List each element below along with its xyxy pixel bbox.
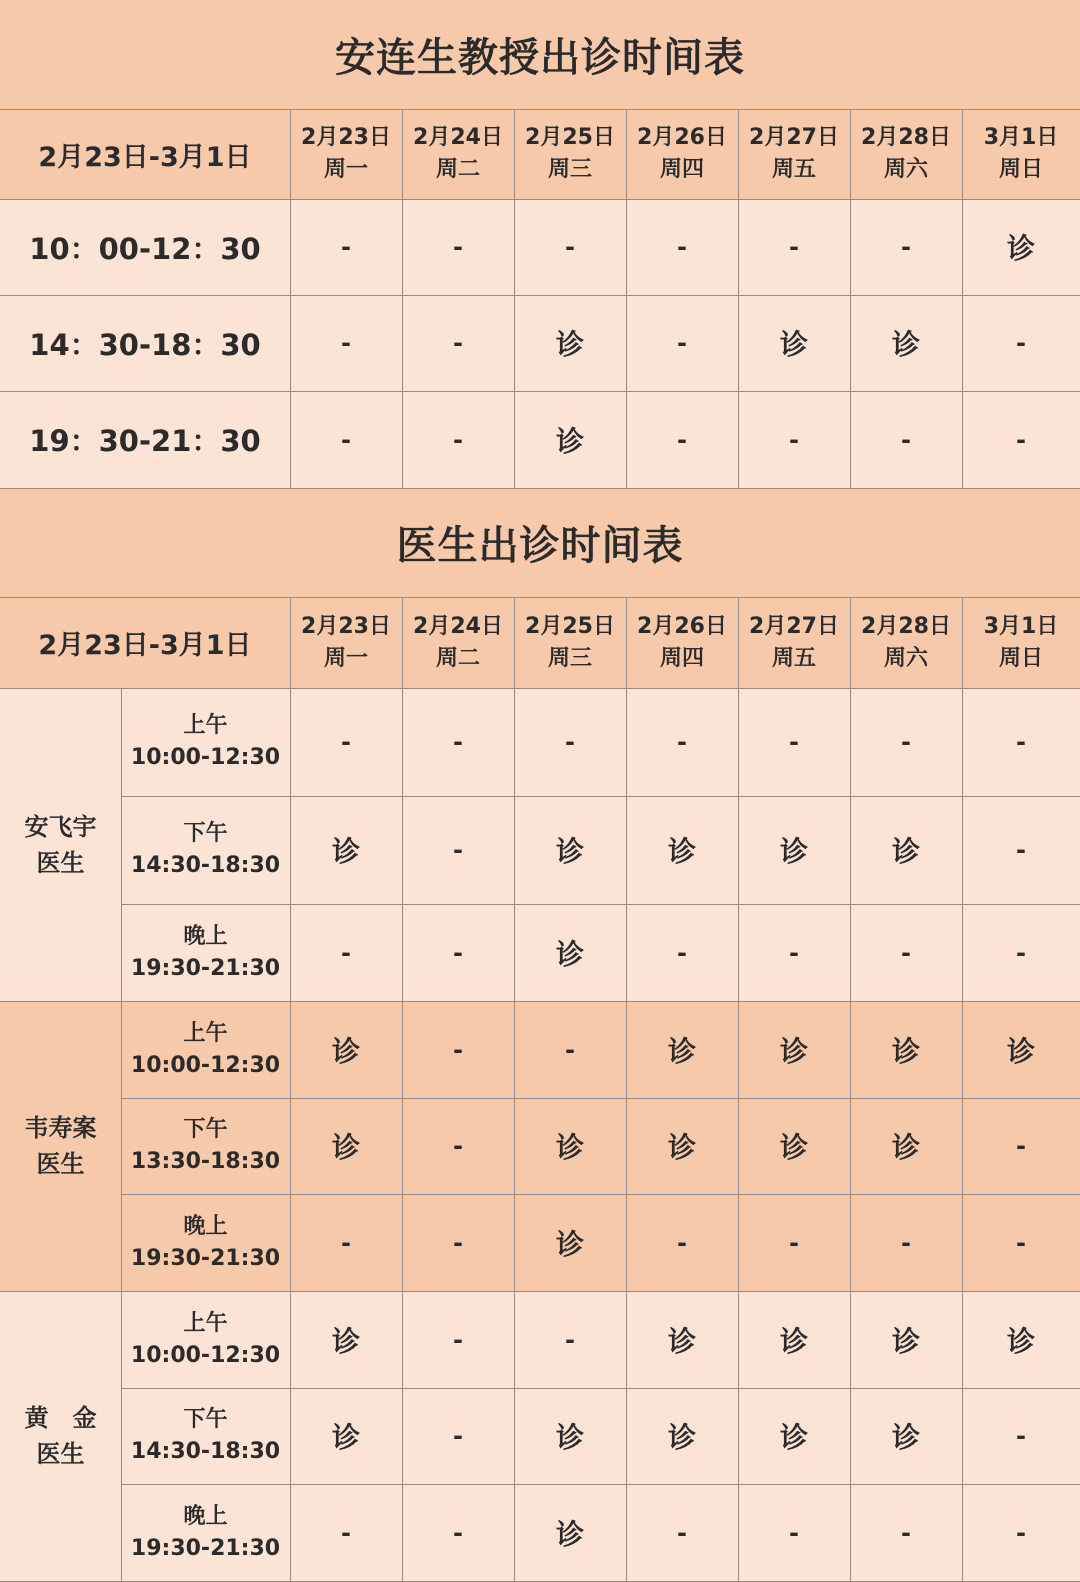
grid-line	[290, 1001, 291, 1098]
grid-line	[290, 109, 291, 199]
no-clinic-dash: -	[850, 904, 962, 1001]
day-date: 2月27日	[749, 125, 839, 150]
no-clinic-dash: -	[290, 904, 402, 1001]
period-time: 19:30-21:30	[130, 1535, 281, 1561]
grid-line	[514, 1291, 515, 1388]
grid-line	[514, 391, 515, 488]
grid-line	[514, 597, 515, 688]
period-time: 19:30-21:30	[130, 955, 281, 981]
no-clinic-dash: -	[402, 1194, 514, 1291]
no-clinic-dash: -	[962, 796, 1080, 904]
clinic-mark: 诊	[962, 199, 1080, 295]
grid-line	[0, 1001, 1080, 1002]
grid-line	[850, 688, 851, 796]
grid-line	[626, 597, 627, 688]
clinic-mark: 诊	[514, 391, 626, 488]
grid-line	[290, 1098, 291, 1194]
period-time: 19:30-21:30	[130, 1245, 281, 1271]
day-header	[850, 597, 962, 688]
day-weekday: 周日	[998, 157, 1043, 182]
period-time: 13:30-18:30	[130, 1149, 281, 1174]
no-clinic-dash: -	[738, 904, 850, 1001]
no-clinic-dash: -	[962, 688, 1080, 796]
day-weekday: 周一	[323, 157, 368, 182]
no-clinic-dash: -	[738, 688, 850, 796]
grid-line	[850, 1291, 851, 1388]
grid-line	[626, 1001, 627, 1098]
grid-line	[626, 1388, 627, 1484]
grid-line	[626, 1484, 627, 1581]
day-date: 3月1日	[983, 125, 1059, 150]
grid-line	[962, 1291, 963, 1388]
grid-line	[738, 688, 739, 796]
grid-line	[962, 1484, 963, 1581]
grid-line	[626, 295, 627, 391]
grid-line	[962, 1001, 963, 1098]
day-weekday: 周一	[323, 645, 368, 671]
grid-line	[402, 109, 403, 199]
grid-line	[290, 1388, 291, 1484]
time-slot-label: 10：00-12：30	[0, 199, 290, 295]
grid-line	[514, 1098, 515, 1194]
day-weekday: 周六	[883, 157, 928, 182]
clinic-mark: 诊	[514, 1484, 626, 1581]
doctor-name	[0, 688, 121, 1001]
grid-line	[290, 904, 291, 1001]
grid-line	[0, 688, 1080, 689]
grid-line	[0, 391, 1080, 392]
table2-date-range: 2月23日-3月1日	[0, 597, 290, 688]
grid-line	[962, 1194, 963, 1291]
period-name: 上午	[183, 1310, 228, 1336]
period-name: 下午	[183, 1407, 228, 1432]
grid-line	[738, 1484, 739, 1581]
no-clinic-dash: -	[850, 1484, 962, 1581]
doctor-title: 医生	[36, 848, 85, 877]
clinic-mark: 诊	[738, 1388, 850, 1484]
table1-date-range: 2月23日-3月1日	[0, 109, 290, 199]
clinic-mark: 诊	[626, 1001, 738, 1098]
grid-line	[738, 295, 739, 391]
grid-line	[402, 1194, 403, 1291]
grid-line	[402, 391, 403, 488]
period-time: 10:00-12:30	[130, 745, 281, 770]
grid-line	[121, 904, 1080, 905]
grid-line	[850, 1484, 851, 1581]
clinic-mark: 诊	[290, 1098, 402, 1194]
doctor-name-line: 安飞宇	[24, 812, 97, 841]
day-date: 3月1日	[983, 613, 1059, 639]
clinic-mark: 诊	[626, 1388, 738, 1484]
grid-line	[402, 1484, 403, 1581]
day-weekday: 周四	[659, 645, 704, 671]
no-clinic-dash: -	[402, 199, 514, 295]
day-weekday: 周五	[771, 645, 816, 671]
day-header	[514, 597, 626, 688]
no-clinic-dash: -	[850, 1194, 962, 1291]
grid-line	[290, 1194, 291, 1291]
grid-line	[962, 295, 963, 391]
grid-line	[962, 391, 963, 488]
no-clinic-dash: -	[402, 391, 514, 488]
grid-line	[962, 1098, 963, 1194]
no-clinic-dash: -	[626, 1484, 738, 1581]
day-header	[738, 109, 850, 199]
day-header	[402, 597, 514, 688]
table2-title: 医生出诊时间表	[0, 488, 1080, 597]
grid-line	[514, 1484, 515, 1581]
period-label	[121, 1388, 290, 1484]
grid-line	[121, 688, 122, 1001]
grid-line	[962, 199, 963, 295]
grid-line	[514, 1001, 515, 1098]
no-clinic-dash: -	[738, 1194, 850, 1291]
grid-line	[0, 488, 1080, 489]
clinic-mark: 诊	[514, 1098, 626, 1194]
day-date: 2月23日	[301, 125, 391, 150]
no-clinic-dash: -	[514, 688, 626, 796]
grid-line	[962, 597, 963, 688]
grid-line	[290, 796, 291, 904]
grid-line	[290, 1484, 291, 1581]
grid-line	[402, 1098, 403, 1194]
no-clinic-dash: -	[290, 391, 402, 488]
grid-line	[514, 904, 515, 1001]
grid-line	[290, 597, 291, 688]
clinic-mark: 诊	[962, 1291, 1080, 1388]
table1-title: 安连生教授出诊时间表	[0, 0, 1080, 109]
no-clinic-dash: -	[402, 688, 514, 796]
day-weekday: 周四	[659, 157, 704, 182]
doctor-name-line: 韦寿案	[24, 1114, 97, 1142]
grid-line	[850, 109, 851, 199]
no-clinic-dash: -	[514, 1291, 626, 1388]
day-date: 2月26日	[637, 125, 727, 150]
no-clinic-dash: -	[962, 295, 1080, 391]
day-weekday: 周六	[883, 645, 928, 671]
grid-line	[738, 1194, 739, 1291]
grid-line	[402, 904, 403, 1001]
grid-line	[738, 1388, 739, 1484]
grid-line	[121, 1388, 1080, 1389]
grid-line	[626, 796, 627, 904]
clinic-mark: 诊	[290, 1001, 402, 1098]
no-clinic-dash: -	[402, 1001, 514, 1098]
clinic-mark: 诊	[626, 1098, 738, 1194]
no-clinic-dash: -	[962, 1194, 1080, 1291]
day-date: 2月28日	[861, 613, 951, 639]
grid-line	[290, 391, 291, 488]
grid-line	[738, 904, 739, 1001]
clinic-mark: 诊	[738, 1291, 850, 1388]
time-slot-label: 19：30-21：30	[0, 391, 290, 488]
no-clinic-dash: -	[850, 688, 962, 796]
grid-line	[962, 109, 963, 199]
no-clinic-dash: -	[962, 1484, 1080, 1581]
grid-line	[850, 391, 851, 488]
clinic-mark: 诊	[514, 1388, 626, 1484]
grid-line	[514, 1388, 515, 1484]
grid-line	[121, 1098, 1080, 1099]
clinic-mark: 诊	[626, 1291, 738, 1388]
day-header	[850, 109, 962, 199]
grid-line	[626, 1291, 627, 1388]
clinic-mark: 诊	[290, 1291, 402, 1388]
no-clinic-dash: -	[962, 1098, 1080, 1194]
no-clinic-dash: -	[738, 199, 850, 295]
doctor-title: 医生	[36, 1150, 85, 1178]
day-date: 2月27日	[749, 613, 839, 639]
grid-line	[121, 796, 1080, 797]
grid-line	[121, 1484, 1080, 1485]
no-clinic-dash: -	[402, 796, 514, 904]
period-label	[121, 1484, 290, 1581]
grid-line	[626, 1194, 627, 1291]
grid-line	[514, 1194, 515, 1291]
day-weekday: 周二	[435, 157, 480, 182]
doctor-name-line: 黄 金	[24, 1404, 97, 1432]
no-clinic-dash: -	[402, 1098, 514, 1194]
no-clinic-dash: -	[290, 199, 402, 295]
grid-line	[0, 199, 1080, 200]
grid-line	[626, 904, 627, 1001]
grid-line	[402, 1388, 403, 1484]
no-clinic-dash: -	[290, 1484, 402, 1581]
no-clinic-dash: -	[402, 904, 514, 1001]
grid-line	[738, 199, 739, 295]
period-name: 晚上	[183, 1213, 228, 1239]
period-name: 晚上	[183, 1503, 228, 1529]
clinic-mark: 诊	[962, 1001, 1080, 1098]
no-clinic-dash: -	[626, 688, 738, 796]
grid-line	[738, 597, 739, 688]
grid-line	[738, 1098, 739, 1194]
grid-line	[738, 109, 739, 199]
grid-line	[850, 1194, 851, 1291]
no-clinic-dash: -	[962, 1388, 1080, 1484]
grid-line	[962, 688, 963, 796]
grid-line	[290, 688, 291, 796]
period-time: 10:00-12:30	[130, 1342, 281, 1368]
period-time: 10:00-12:30	[130, 1052, 281, 1078]
day-date: 2月24日	[413, 613, 503, 639]
clinic-mark: 诊	[514, 295, 626, 391]
period-label	[121, 1001, 290, 1098]
period-time: 14:30-18:30	[130, 853, 281, 878]
no-clinic-dash: -	[626, 199, 738, 295]
grid-line	[290, 1291, 291, 1388]
grid-line	[402, 796, 403, 904]
grid-line	[402, 1001, 403, 1098]
day-weekday: 周三	[547, 157, 592, 182]
clinic-mark: 诊	[514, 904, 626, 1001]
grid-line	[626, 391, 627, 488]
grid-line	[0, 597, 1080, 598]
clinic-mark: 诊	[850, 1388, 962, 1484]
grid-line	[850, 1001, 851, 1098]
no-clinic-dash: -	[514, 199, 626, 295]
day-header	[738, 597, 850, 688]
day-header	[290, 109, 402, 199]
no-clinic-dash: -	[850, 391, 962, 488]
grid-line	[850, 1388, 851, 1484]
grid-line	[402, 597, 403, 688]
grid-line	[514, 688, 515, 796]
doctor-title: 医生	[36, 1440, 85, 1468]
grid-line	[402, 199, 403, 295]
clinic-mark: 诊	[850, 295, 962, 391]
grid-line	[962, 904, 963, 1001]
period-name: 晚上	[183, 923, 228, 949]
clinic-mark: 诊	[738, 1098, 850, 1194]
grid-line	[626, 688, 627, 796]
day-header	[402, 109, 514, 199]
grid-line	[402, 1291, 403, 1388]
no-clinic-dash: -	[290, 1194, 402, 1291]
no-clinic-dash: -	[290, 688, 402, 796]
grid-line	[0, 295, 1080, 296]
clinic-mark: 诊	[850, 1001, 962, 1098]
no-clinic-dash: -	[402, 295, 514, 391]
clinic-mark: 诊	[290, 796, 402, 904]
no-clinic-dash: -	[738, 391, 850, 488]
no-clinic-dash: -	[626, 295, 738, 391]
grid-line	[0, 109, 1080, 110]
day-header	[626, 109, 738, 199]
period-name: 上午	[183, 1020, 228, 1046]
day-header	[962, 109, 1080, 199]
clinic-mark: 诊	[514, 1194, 626, 1291]
grid-line	[962, 1388, 963, 1484]
clinic-mark: 诊	[626, 796, 738, 904]
clinic-mark: 诊	[738, 1001, 850, 1098]
period-label	[121, 796, 290, 904]
day-weekday: 周三	[547, 645, 592, 671]
clinic-mark: 诊	[850, 1291, 962, 1388]
period-name: 上午	[183, 713, 228, 738]
grid-line	[626, 199, 627, 295]
day-header	[514, 109, 626, 199]
grid-line	[850, 1098, 851, 1194]
grid-line	[626, 109, 627, 199]
clinic-mark: 诊	[738, 295, 850, 391]
period-label	[121, 1291, 290, 1388]
period-time: 14:30-18:30	[130, 1439, 281, 1464]
period-name: 下午	[183, 821, 228, 846]
grid-line	[402, 688, 403, 796]
day-header	[290, 597, 402, 688]
grid-line	[850, 597, 851, 688]
grid-line	[738, 1291, 739, 1388]
grid-line	[514, 109, 515, 199]
no-clinic-dash: -	[962, 391, 1080, 488]
day-weekday: 周日	[998, 645, 1043, 671]
day-date: 2月23日	[301, 613, 391, 639]
no-clinic-dash: -	[738, 1484, 850, 1581]
grid-line	[626, 1098, 627, 1194]
grid-line	[738, 391, 739, 488]
grid-line	[121, 1001, 122, 1291]
no-clinic-dash: -	[402, 1388, 514, 1484]
no-clinic-dash: -	[290, 295, 402, 391]
day-date: 2月28日	[861, 125, 951, 150]
clinic-mark: 诊	[514, 796, 626, 904]
day-date: 2月26日	[637, 613, 727, 639]
grid-line	[290, 199, 291, 295]
period-label	[121, 904, 290, 1001]
grid-line	[121, 1194, 1080, 1195]
no-clinic-dash: -	[962, 904, 1080, 1001]
day-header	[626, 597, 738, 688]
clinic-mark: 诊	[850, 1098, 962, 1194]
grid-line	[514, 796, 515, 904]
clinic-mark: 诊	[738, 796, 850, 904]
period-label	[121, 688, 290, 796]
grid-line	[850, 796, 851, 904]
no-clinic-dash: -	[850, 199, 962, 295]
period-name: 下午	[183, 1117, 228, 1142]
grid-line	[850, 295, 851, 391]
grid-line	[514, 295, 515, 391]
period-label	[121, 1098, 290, 1194]
grid-line	[962, 796, 963, 904]
grid-line	[290, 295, 291, 391]
grid-line	[514, 199, 515, 295]
no-clinic-dash: -	[626, 904, 738, 1001]
clinic-mark: 诊	[850, 796, 962, 904]
doctor-name	[0, 1291, 121, 1581]
day-date: 2月25日	[525, 613, 615, 639]
grid-line	[121, 1291, 122, 1581]
no-clinic-dash: -	[402, 1291, 514, 1388]
doctor-name	[0, 1001, 121, 1291]
grid-line	[0, 1291, 1080, 1292]
grid-line	[738, 1001, 739, 1098]
day-weekday: 周五	[771, 157, 816, 182]
no-clinic-dash: -	[626, 391, 738, 488]
day-weekday: 周二	[435, 645, 480, 671]
no-clinic-dash: -	[514, 1001, 626, 1098]
no-clinic-dash: -	[402, 1484, 514, 1581]
day-header	[962, 597, 1080, 688]
day-date: 2月25日	[525, 125, 615, 150]
grid-line	[738, 796, 739, 904]
grid-line	[850, 199, 851, 295]
period-label	[121, 1194, 290, 1291]
grid-line	[850, 904, 851, 1001]
no-clinic-dash: -	[626, 1194, 738, 1291]
grid-line	[402, 295, 403, 391]
time-slot-label: 14：30-18：30	[0, 295, 290, 391]
day-date: 2月24日	[413, 125, 503, 150]
clinic-mark: 诊	[290, 1388, 402, 1484]
